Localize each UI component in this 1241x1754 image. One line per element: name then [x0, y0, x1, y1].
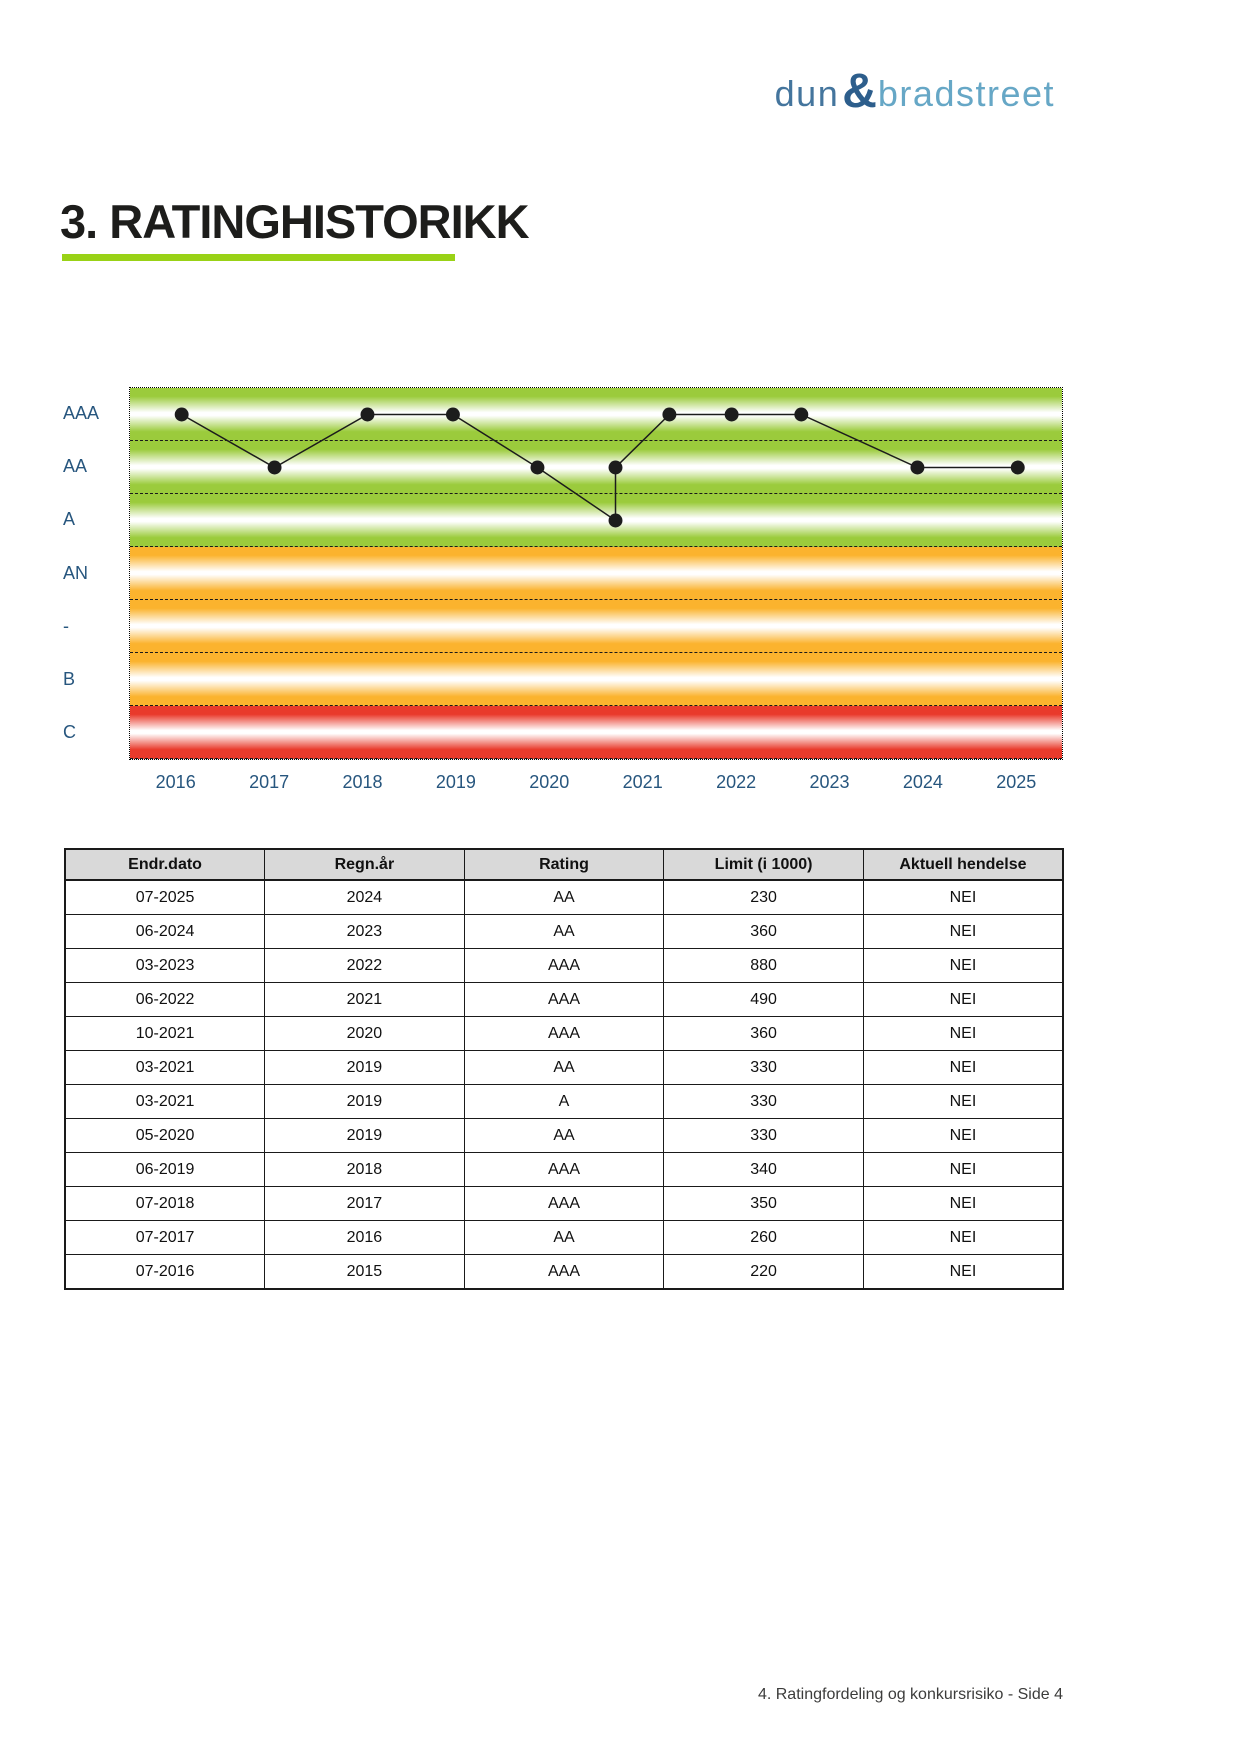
- rating-history-table: [64, 848, 1064, 1290]
- logo-text-bradstreet: bradstreet: [877, 73, 1055, 114]
- cell: 330: [664, 1051, 864, 1085]
- cell: 260: [664, 1221, 864, 1255]
- table-row: [65, 1153, 1063, 1187]
- cell: AAA: [464, 949, 664, 983]
- x-axis-label-2025: 2025: [996, 772, 1037, 792]
- y-axis-label--: -: [63, 615, 69, 636]
- cell: 2022: [265, 949, 465, 983]
- cell: 330: [664, 1119, 864, 1153]
- x-axis-label-2017: 2017: [249, 772, 290, 792]
- cell: NEI: [863, 915, 1063, 949]
- x-axis-label-2020: 2020: [529, 772, 570, 792]
- table-row: [65, 949, 1063, 983]
- cell: 10-2021: [65, 1017, 265, 1051]
- x-axis-label-2018: 2018: [342, 772, 383, 792]
- cell: 05-2020: [65, 1119, 265, 1153]
- cell: AA: [464, 1119, 664, 1153]
- y-axis-label-AA: AA: [63, 455, 88, 476]
- rating-band-A: [130, 494, 1062, 547]
- logo-text-dun: dun: [774, 73, 840, 114]
- cell: 03-2021: [65, 1051, 265, 1085]
- cell: 06-2024: [65, 915, 265, 949]
- table-row: [65, 983, 1063, 1017]
- cell: NEI: [863, 949, 1063, 983]
- cell: NEI: [863, 1153, 1063, 1187]
- cell: NEI: [863, 1187, 1063, 1221]
- y-axis-label-B: B: [63, 669, 76, 690]
- cell: NEI: [863, 1017, 1063, 1051]
- rating-chart-plot: [129, 387, 1063, 760]
- cell: A: [464, 1085, 664, 1119]
- column-header-4: Aktuell hendelse: [863, 849, 1063, 880]
- y-axis-label-AAA: AAA: [63, 402, 100, 423]
- cell: 340: [664, 1153, 864, 1187]
- x-axis-label-2023: 2023: [809, 772, 850, 792]
- column-header-3: Limit (i 1000): [664, 849, 864, 880]
- x-axis-label-2019: 2019: [435, 772, 476, 792]
- cell: 07-2017: [65, 1221, 265, 1255]
- rating-band-B: [130, 653, 1062, 706]
- table-row: [65, 1255, 1063, 1290]
- rating-band-AA: [130, 441, 1062, 494]
- cell: AAA: [464, 1255, 664, 1290]
- column-header-0: Endr.dato: [65, 849, 265, 880]
- table-row: [65, 880, 1063, 915]
- dun-bradstreet-logo: [774, 65, 1055, 120]
- cell: 230: [664, 880, 864, 915]
- cell: 2023: [265, 915, 465, 949]
- y-axis-label-A: A: [63, 509, 76, 530]
- table-header: [65, 849, 1063, 880]
- cell: NEI: [863, 1119, 1063, 1153]
- cell: 880: [664, 949, 864, 983]
- table-row: [65, 1051, 1063, 1085]
- cell: AAA: [464, 983, 664, 1017]
- cell: NEI: [863, 1255, 1063, 1290]
- x-axis-label-2022: 2022: [716, 772, 757, 792]
- cell: 2017: [265, 1187, 465, 1221]
- x-axis-label-2016: 2016: [155, 772, 196, 792]
- cell: 360: [664, 1017, 864, 1051]
- cell: 2016: [265, 1221, 465, 1255]
- cell: 490: [664, 983, 864, 1017]
- cell: 2019: [265, 1085, 465, 1119]
- rating-band--: [130, 600, 1062, 653]
- cell: 350: [664, 1187, 864, 1221]
- cell: 07-2018: [65, 1187, 265, 1221]
- y-axis-label-AN: AN: [63, 562, 89, 583]
- cell: NEI: [863, 1085, 1063, 1119]
- x-axis-label-2021: 2021: [622, 772, 663, 792]
- page-footer: 4. Ratingfordeling og konkursrisiko - Side 4: [757, 1686, 1063, 1703]
- cell: NEI: [863, 1221, 1063, 1255]
- cell: 06-2022: [65, 983, 265, 1017]
- rating-band-AAA: [130, 388, 1062, 441]
- column-header-2: Rating: [464, 849, 664, 880]
- table-row: [65, 1017, 1063, 1051]
- section-title: 3. RATINGHISTORIKK: [60, 195, 529, 249]
- x-axis-label-2024: 2024: [902, 772, 943, 792]
- cell: 2019: [265, 1119, 465, 1153]
- cell: 03-2021: [65, 1085, 265, 1119]
- cell: 2020: [265, 1017, 465, 1051]
- column-header-1: Regn.år: [265, 849, 465, 880]
- cell: 2024: [265, 880, 465, 915]
- cell: 07-2025: [65, 880, 265, 915]
- cell: NEI: [863, 1051, 1063, 1085]
- cell: 03-2023: [65, 949, 265, 983]
- table-row: [65, 1119, 1063, 1153]
- table-row: [65, 1187, 1063, 1221]
- cell: 2015: [265, 1255, 465, 1290]
- cell: 2021: [265, 983, 465, 1017]
- cell: 330: [664, 1085, 864, 1119]
- cell: 2018: [265, 1153, 465, 1187]
- cell: AAA: [464, 1153, 664, 1187]
- cell: AA: [464, 915, 664, 949]
- cell: NEI: [863, 880, 1063, 915]
- cell: 360: [664, 915, 864, 949]
- logo-ampersand-icon: &: [842, 65, 877, 118]
- table-row: [65, 1221, 1063, 1255]
- rating-band-AN: [130, 547, 1062, 600]
- table-row: [65, 915, 1063, 949]
- title-accent-bar: [62, 254, 455, 261]
- cell: AA: [464, 1221, 664, 1255]
- cell: 06-2019: [65, 1153, 265, 1187]
- table-row: [65, 1085, 1063, 1119]
- rating-band-C: [130, 706, 1062, 759]
- cell: AA: [464, 880, 664, 915]
- cell: 07-2016: [65, 1255, 265, 1290]
- cell: 2019: [265, 1051, 465, 1085]
- cell: 220: [664, 1255, 864, 1290]
- cell: AA: [464, 1051, 664, 1085]
- cell: NEI: [863, 983, 1063, 1017]
- cell: AAA: [464, 1187, 664, 1221]
- cell: AAA: [464, 1017, 664, 1051]
- y-axis-label-C: C: [63, 722, 76, 743]
